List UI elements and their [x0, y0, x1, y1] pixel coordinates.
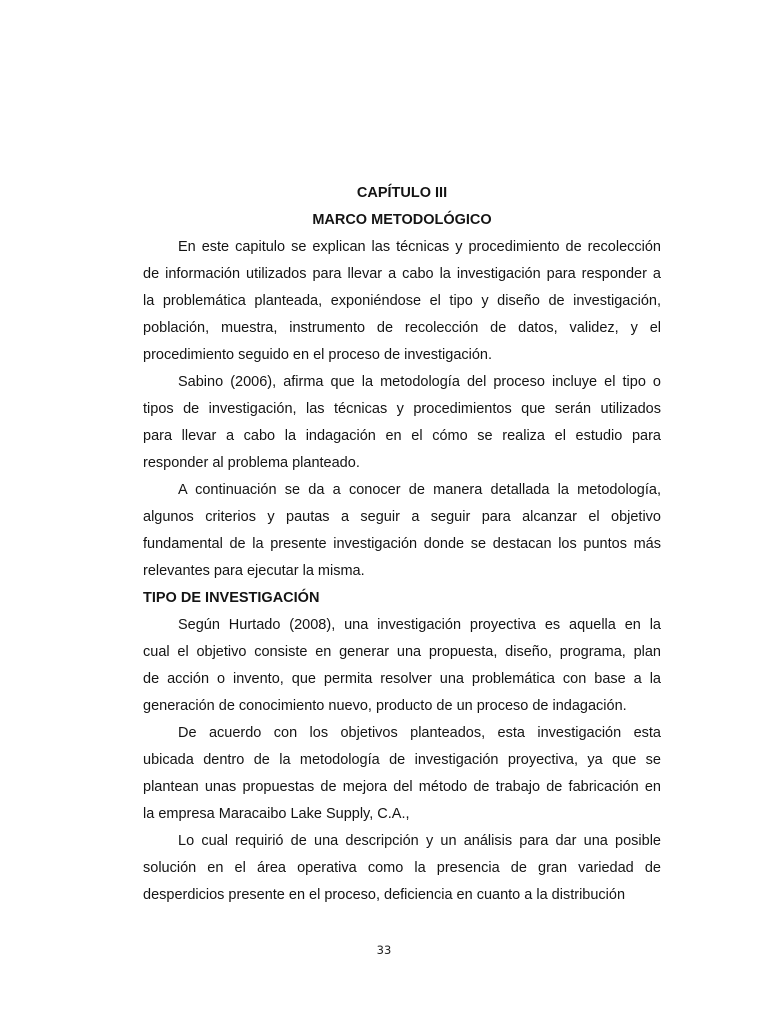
paragraph-line: En este capitulo se explican las técnicas y procedimiento de recolección: [178, 239, 661, 255]
paragraph-line: fundamental de la presente investigación donde se destacan los puntos más: [143, 536, 661, 552]
paragraph-continuation: [143, 477, 661, 585]
paragraph-line: plantean unas propuestas de mejora del método de trabajo de fabricación en: [143, 779, 661, 795]
paragraph-line: de información utilizados para llevar a cabo la investigación para responder a: [143, 266, 661, 282]
paragraph-line: Sabino (2006), afirma que la metodología del proceso incluye el tipo o: [178, 374, 661, 390]
paragraph-line: de acción o invento, que permita resolver una problemática con base a la: [143, 671, 661, 687]
paragraph-hurtado: [143, 612, 661, 720]
paragraph-line: De acuerdo con los objetivos planteados, esta investigación esta: [178, 725, 661, 741]
paragraph-line: la empresa Maracaibo Lake Supply, C.A.,: [143, 806, 410, 822]
paragraph-analysis: [143, 828, 661, 909]
paragraph-line: población, muestra, instrumento de recolección de datos, validez, y el: [143, 320, 661, 336]
paragraph-line: solución en el área operativa como la presencia de gran variedad de: [143, 860, 661, 876]
paragraph-sabino: [143, 369, 661, 477]
paragraph-line: algunos criterios y pautas a seguir a seguir para alcanzar el objetivo: [143, 509, 661, 525]
paragraph-line: para llevar a cabo la indagación en el cómo se realiza el estudio para: [143, 428, 661, 444]
paragraph-line: ubicada dentro de la metodología de investigación proyectiva, ya que se: [143, 752, 661, 768]
section-heading: TIPO DE INVESTIGACIÓN: [143, 590, 320, 606]
paragraph-line: relevantes para ejecutar la misma.: [143, 563, 365, 579]
paragraph-line: Según Hurtado (2008), una investigación proyectiva es aquella en la: [178, 617, 661, 633]
paragraph-line: generación de conocimiento nuevo, producto de un proceso de indagación.: [143, 698, 627, 714]
paragraph-line: tipos de investigación, las técnicas y procedimientos que serán utilizados: [143, 401, 661, 417]
page-number: 33: [376, 943, 392, 957]
paragraph-line: desperdicios presente en el proceso, deficiencia en cuanto a la distribución: [143, 887, 626, 903]
paragraph-line: cual el objetivo consiste en generar una propuesta, diseño, programa, plan: [143, 644, 661, 660]
paragraph-line: procedimiento seguido en el proceso de investigación.: [143, 347, 493, 363]
document-body: [143, 180, 661, 909]
paragraph-line: Lo cual requirió de una descripción y un análisis para dar una posible: [178, 833, 661, 849]
paragraph-line: responder al problema planteado.: [143, 455, 360, 471]
paragraph-line: A continuación se da a conocer de manera detallada la metodología,: [178, 482, 661, 498]
paragraph-objectives: [143, 720, 661, 828]
paragraph-line: la problemática planteada, exponiéndose el tipo y diseño de investigación,: [143, 293, 661, 309]
chapter-title: MARCO METODOLÓGICO: [312, 212, 492, 228]
chapter-number: CAPÍTULO III: [356, 185, 448, 201]
paragraph-intro: [143, 234, 661, 369]
